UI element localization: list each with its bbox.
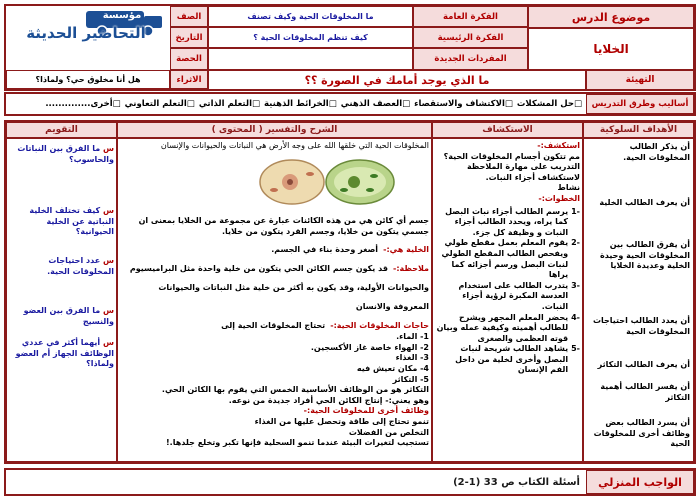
explanation-content: جسم أي كائن هي من هذه الكائنات عبارة عن مجموعة من الخلايا بمعنى ان جسمي يتكون من خلايا، وجسم القرد يتكون من خلايا. الخلية هي:- أصغر وحدة بناء في الجسم. ملاحظة:- قد يكون جسم الكائن الحي يتكون من خلية واحدة مثل البراميسيوم والحيوانات الأولية، وقد يكون به أكثر من خلية مثل النباتات والحيوانات المعروفة والانسان حاجات المخلوقات الحية:- تحتاج المخلوقات الحية إلى 1- الماء. 2- الهواء خاصة غاز الأكسجين. 3- الغذاء 4- مكان تعيش فيه 5- التكاثر التكاثر هو من الوظائف الأساسية الخمس التي يقوم بها الكائن الحي. وهو يعني:- إنتاج الكائن الحي أفراد جديدة من نوعه. وظائف أخرى للمخلوقات الحية:- تنمو تحتاج إلى طاقة وتحصل عليها من الغذاء التخلص من الفضلات تستجيب لتغيرات البيئة عندما تنمو السحلية فإنها تكبر وتخلع جلدها.! (129, 216, 429, 448)
homework-text: أسئلة الكتاب ص 33 (1-2) (453, 476, 580, 488)
animal-cell-image (258, 156, 328, 208)
objective-item: أن يذكر الطالب المخلوقات الحية. (623, 142, 690, 162)
evaluation-item: س كيف تختلف الخلية النباتية عن الخلية الحيوانية؟ (29, 206, 114, 237)
general-idea: ما المخلوقات الحية وكيف تصنف (208, 6, 413, 27)
strategies-label: أساليب وطرق التدريس (586, 94, 694, 114)
objective-item: أن يعرف الطالب الخلية (599, 198, 690, 207)
col-objectives (583, 138, 694, 462)
strategy-item: □الخرائط الذهنية (264, 99, 337, 109)
exploration-content: استكشف:- مم تتكون أجسام المخلوقات الحية؟ التدريب على مهارة الملاحظة لاستكشاف أجزاء النبات. نشاط الخطوات:- -1 يرسم الطالب أجزاء نبات البصل كما يراه، ويحدد الطالب أجزاء النبات و وظيفة كل جزء. -2 يقوم المعلم بعمل مقطع طولي ويفحص الطالب المقطع الطولي لنبات البصل ورسم أجزائه كما يراها -3 يتدرب الطالب على استخدام العدسة المكبرة لرؤية أجزاء النبات. -4 يحضر المعلم المجهر ويشرح للطالب أهميته وكيفية عمله وبيان قوته العظمى والصغرى -5 يشاهد الطالب شريحة لنبات البصل وأخرى لخلية من داخل الفم الإنسان (436, 141, 580, 375)
lesson-topic: الخلايا (528, 28, 694, 70)
strategy-item: □العصف الذهني (340, 99, 411, 109)
enrichment-text: هل أنا مخلوق حي؟ ولماذا؟ (6, 70, 170, 89)
col-evaluation (6, 138, 117, 462)
logo (6, 6, 170, 70)
col-evaluation-header: التقويم (6, 122, 117, 138)
enrichment-label: الاثراء (170, 70, 208, 89)
general-idea-label: الفكرة العامة (413, 6, 528, 27)
objective-item: أن يعدد الطالب احتياجات المخلوقات الحية (592, 316, 690, 336)
evaluation-item: س عدد احتياجات المخلوقات الحية. (47, 256, 114, 276)
col-objectives-header: الأهداف السلوكية (583, 122, 694, 138)
homework-label: الواجب المنزلي (586, 470, 694, 494)
vocab-label: المفردات الجديدة (413, 48, 528, 70)
main-idea: كيف تنظم المخلوقات الحية ؟ (208, 27, 413, 48)
strategy-item: □أخرى.............. (45, 99, 121, 109)
logo-line1: مؤسسة (102, 10, 142, 21)
period-label: الحصة (170, 48, 208, 70)
strategy-item: □التعلم الذاتي (198, 99, 261, 109)
strategy-item: □التعلم التعاوني (124, 99, 195, 109)
date-label: التاريخ (170, 27, 208, 48)
evaluation-item: س ما الفرق بين النباتات والحاسوب؟ (17, 144, 114, 164)
lesson-topic-label: موضوع الدرس (528, 6, 694, 28)
evaluation-item: س ما الفرق بين العضو والنسيج (23, 306, 114, 326)
cell-images (258, 156, 400, 208)
objective-item: أن يفسر الطالب أهمية التكاثر (600, 382, 690, 402)
objective-item: أن يعرف الطالب التكاثر (597, 360, 690, 369)
strategy-item: □الاكتشاف والاستقصاء (414, 99, 513, 109)
objective-item: أن يفرق الطالب بين المخلوقات الحية وحيدة الخلية وعديدة الخلايا (600, 240, 690, 271)
objective-item: أن يسرد الطالب بعض وظائف أخرى للمخلوقات الحية (593, 418, 690, 449)
strategies-list (10, 94, 582, 114)
explanation-intro: المخلوقات الحية التي خلقها الله على وجه الأرض هي النباتات والحيوانات والإنسان (160, 141, 429, 150)
evaluation-item: س أيهما أكثر في عددي الوظائف الجهاز أم العضو ولماذا؟ (15, 338, 114, 369)
strategy-item: □حل المشكلات (516, 99, 582, 109)
class-label: الصف (170, 6, 208, 27)
col-explanation-header: الشرح والتفسير ( المحتوى ) (117, 122, 432, 138)
intro-text: ما الذي يوجد أمامك في الصورة ؟؟ (208, 70, 586, 90)
intro-label: التهيئة (586, 70, 694, 90)
col-exploration-header: الاستكشاف (432, 122, 583, 138)
main-idea-label: الفكرة الرئيسية (413, 27, 528, 48)
vocab (208, 48, 413, 70)
logo-line2: التحاضير الحديثة (26, 24, 146, 42)
